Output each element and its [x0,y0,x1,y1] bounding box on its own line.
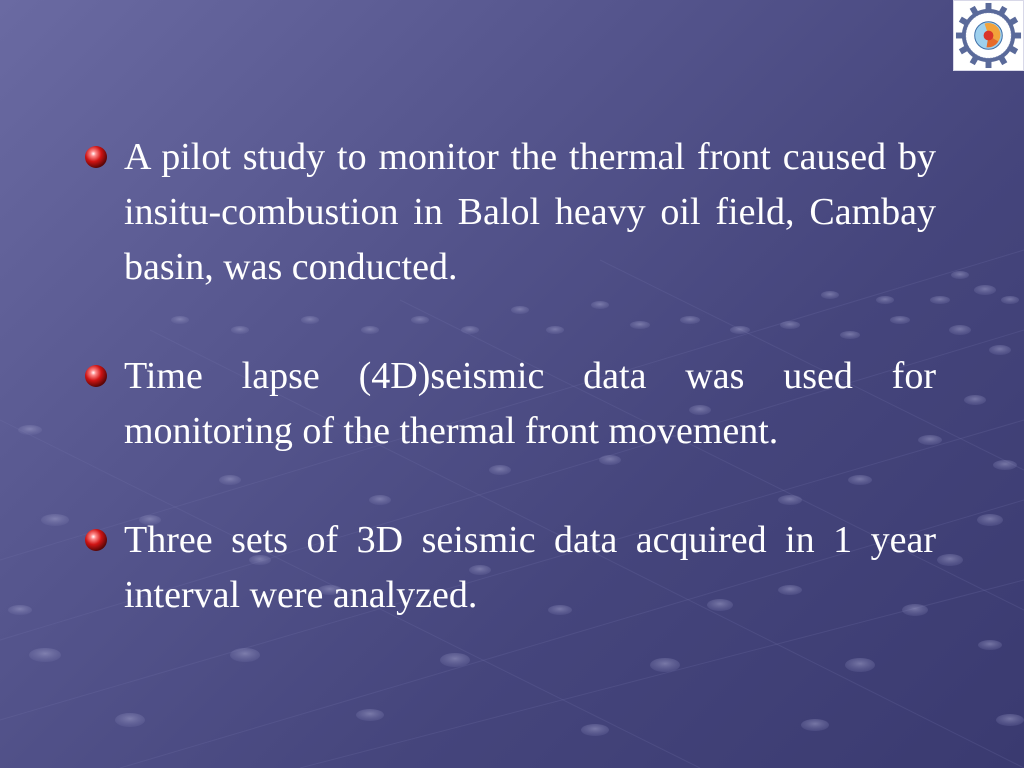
bullet-list [84,130,936,623]
institution-logo [953,0,1024,71]
institution-seal-icon [954,1,1023,70]
bullet-item [84,130,936,295]
bullet-text: Time lapse (4D)seismic data was used for monitoring of the thermal front movement. [124,355,936,452]
bullet-item [84,349,936,459]
red-sphere-bullet-icon [84,364,108,388]
red-sphere-bullet-icon [84,145,108,169]
bullet-text: Three sets of 3D seismic data acquired in 1 year interval were analyzed. [124,519,936,616]
bullet-item [84,513,936,623]
red-sphere-bullet-icon [84,528,108,552]
bullet-text: A pilot study to monitor the thermal front caused by insitu-combustion in Balol heavy oil field, Cambay basin, was conducted. [124,136,936,288]
